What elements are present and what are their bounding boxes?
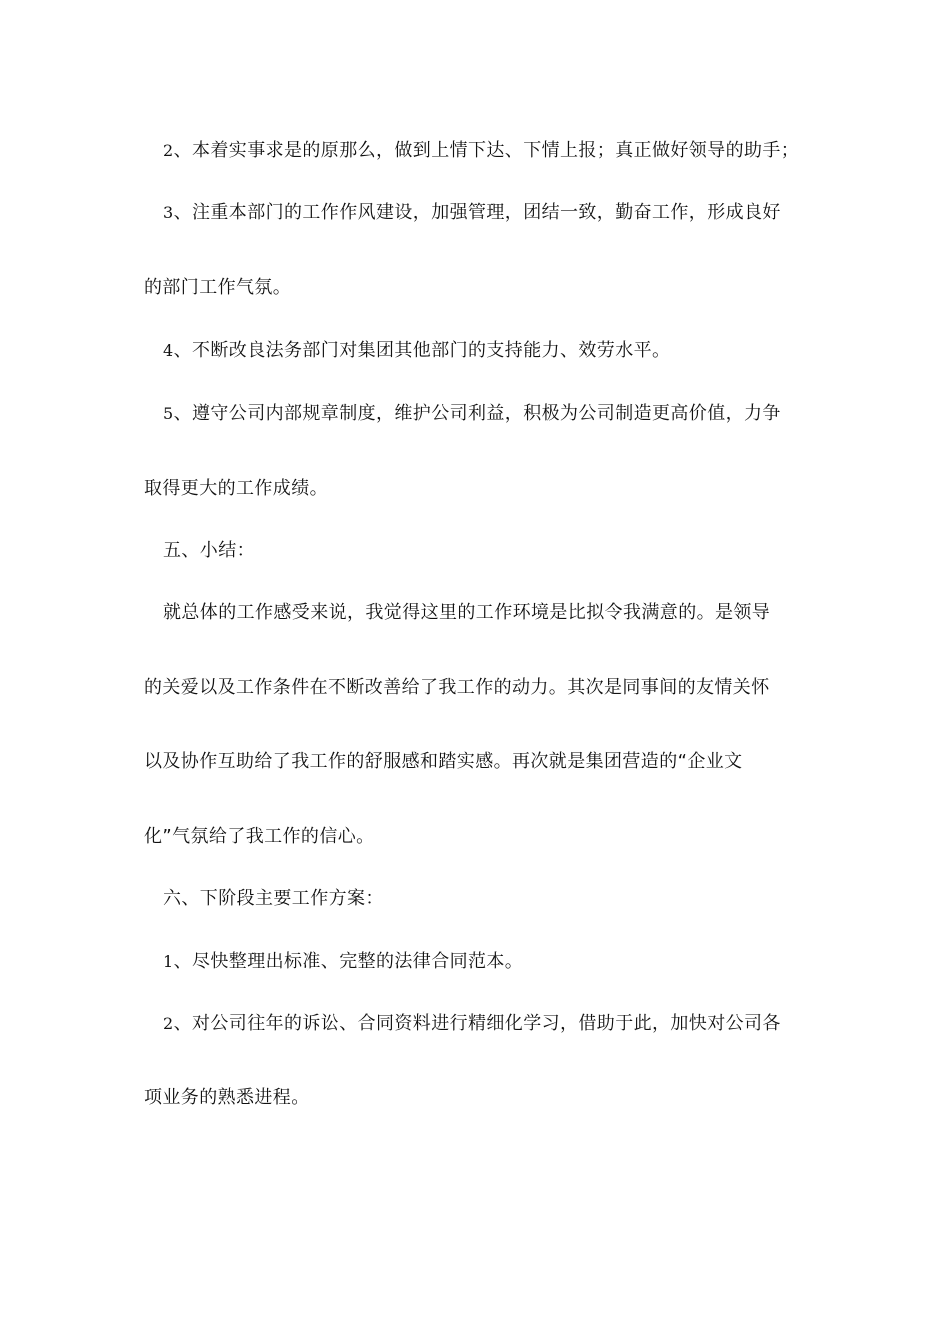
list-item-2-line xyxy=(163,1012,781,1036)
item-number: 1 xyxy=(163,952,174,971)
list-item-3-continuation xyxy=(144,276,291,300)
line-text: 、遵守公司内部规章制度，维护公司利益，积极为公司制造更高价值，力争 xyxy=(173,403,781,424)
line-text: 的关爱以及工作条件在不断改善给了我工作的动力。其次是同事间的友情关怀 xyxy=(144,677,770,698)
item-number: 5 xyxy=(163,404,174,423)
list-item-2-continuation xyxy=(144,1086,310,1110)
item-number: 2 xyxy=(163,141,174,160)
list-item-1-line xyxy=(163,950,523,974)
line-text: 的部门工作气氛。 xyxy=(144,277,292,298)
line-text: 以及协作互助给了我工作的舒服感和踏实感。再次就是集团营造的“企业文 xyxy=(144,751,743,772)
paragraph-line xyxy=(144,825,375,849)
list-item-5-continuation xyxy=(144,477,328,501)
list-item-2-line xyxy=(163,139,799,163)
item-number: 2 xyxy=(163,1014,174,1033)
paragraph-line xyxy=(144,750,743,774)
heading-text: 六、下阶段主要工作方案： xyxy=(163,888,384,909)
line-text: 、本着实事求是的原那么，做到上情下达、下情上报；真正做好领导的助手； xyxy=(173,140,800,161)
paragraph-line xyxy=(163,601,770,625)
line-text: 项业务的熟悉进程。 xyxy=(144,1087,310,1108)
list-item-3-line xyxy=(163,201,781,225)
list-item-5-line xyxy=(163,402,781,426)
heading-text: 五、小结： xyxy=(163,540,255,561)
list-item-4-line xyxy=(163,339,670,363)
line-text: 就总体的工作感受来说，我觉得这里的工作环境是比拟令我满意的。是领导 xyxy=(163,602,771,623)
item-number: 3 xyxy=(163,203,174,222)
line-text: 、注重本部门的工作作风建设，加强管理，团结一致，勤奋工作，形成良好 xyxy=(173,202,781,223)
line-text: 取得更大的工作成绩。 xyxy=(144,478,328,499)
line-text: 化”气氛给了我工作的信心。 xyxy=(144,826,375,847)
section-heading-next-plan xyxy=(163,887,384,911)
item-number: 4 xyxy=(163,341,174,360)
line-text: 、不断改良法务部门对集团其他部门的支持能力、效劳水平。 xyxy=(173,340,671,361)
section-heading-summary xyxy=(163,539,255,563)
line-text: 、尽快整理出标准、完整的法律合同范本。 xyxy=(173,951,524,972)
line-text: 、对公司往年的诉讼、合同资料进行精细化学习，借助于此，加快对公司各 xyxy=(173,1013,781,1034)
paragraph-line xyxy=(144,676,770,700)
